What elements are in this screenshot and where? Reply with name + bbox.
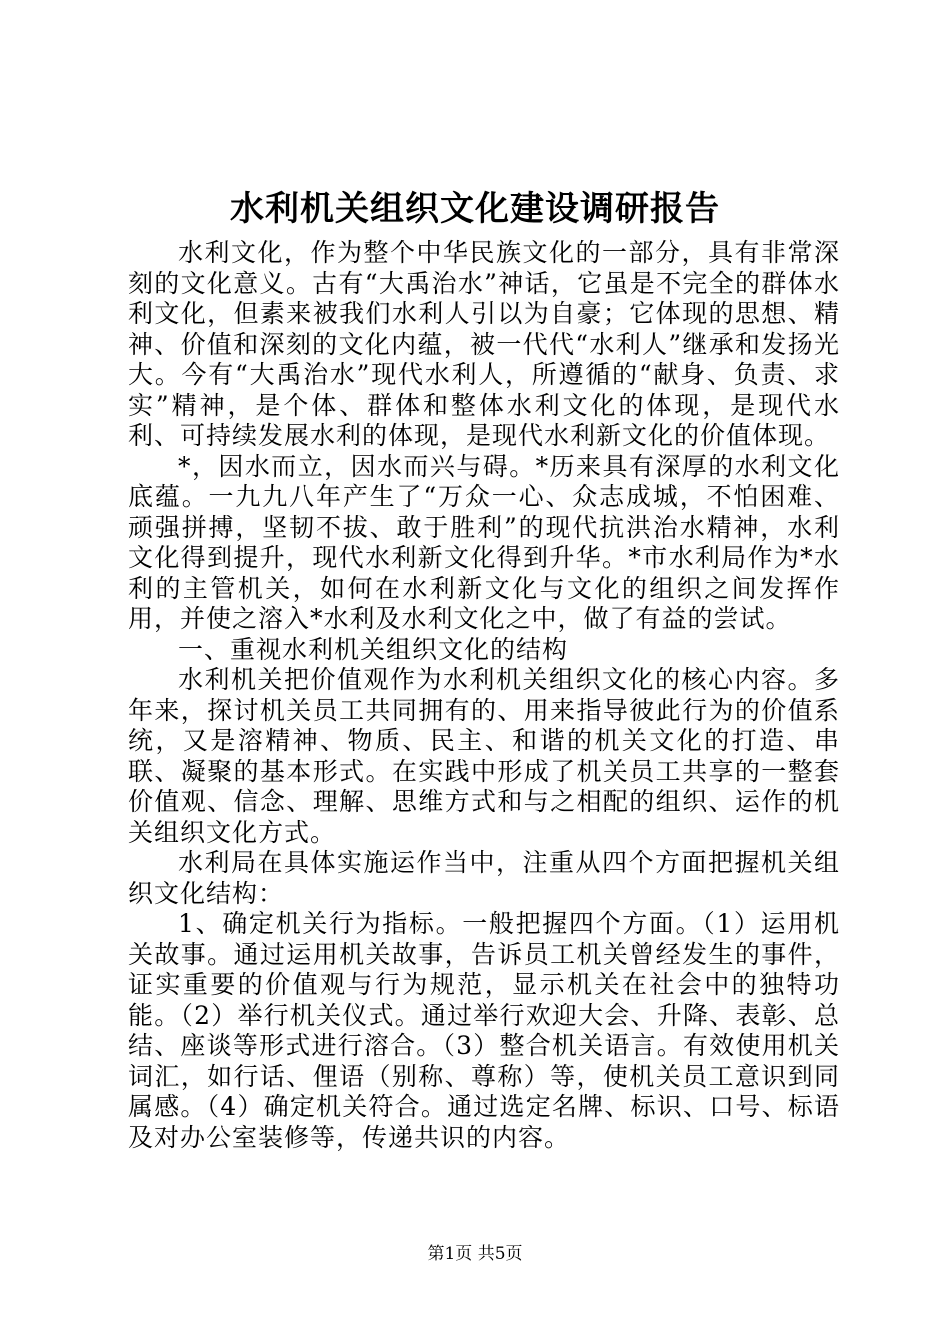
paragraph-behavior-indicators: 1、确定机关行为指标。一般把握四个方面。（1）运用机关故事。通过运用机关故事，告诉员工机关曾经发生的事件，证实重要的价值观与行为规范，显示机关在社会中的独特功能。（2）举行机关仪式。通过举行欢迎大会、升降、表彰、总结、座谈等形式进行溶合。（3）整合机关语言。有效使用机关词汇，如行话、俚语（别称、尊称）等，使机关员工意识到同属感。（4）确定机关符合。通过选定名牌、标识、口号、标语及对办公室装修等，传递共识的内容。 [128, 909, 840, 1152]
document-title: 水利机关组织文化建设调研报告 [230, 189, 720, 229]
section-heading-1: 一、重视水利机关组织文化的结构 [178, 634, 569, 664]
paragraph-background: *，因水而立，因水而兴与碍。*历来具有深厚的水利文化底蕴。一九九八年产生了“万众一心、众志成城，不怕困难、顽强拼搏，坚韧不拔、敢于胜利”的现代抗洪治水精神，水利文化得到提升，现代水利新文化得到升华。*市水利局作为*水利的主管机关，如何在水利新文化与文化的组织之间发挥作用，并使之溶入*水利及水利文化之中，做了有益的尝试。 [128, 451, 840, 633]
paragraph-structure-intro: 水利局在具体实施运作当中，注重从四个方面把握机关组织文化结构： [128, 848, 840, 908]
document-body [128, 238, 840, 1153]
paragraph-values: 水利机关把价值观作为水利机关组织文化的核心内容。多年来，探讨机关员工共同拥有的、用来指导彼此行为的价值系统，又是溶精神、物质、民主、和谐的机关文化的打造、串联、凝聚的基本形式。在实践中形成了机关员工共享的一整套价值观、信念、理解、思维方式和与之相配的组织、运作的机关组织文化方式。 [128, 665, 840, 847]
page-footer: 第1页 共5页 [427, 1244, 523, 1264]
paragraph-intro: 水利文化，作为整个中华民族文化的一部分，具有非常深刻的文化意义。古有“大禹治水”神话，它虽是不完全的群体水利文化，但素来被我们水利人引以为自豪；它体现的思想、精神、价值和深刻的文化内蕴，被一代代“水利人”继承和发扬光大。今有“大禹治水”现代水利人，所遵循的“献身、负责、求实”精神，是个体、群体和整体水利文化的体现，是现代水利、可持续发展水利的体现，是现代水利新文化的价值体现。 [128, 238, 840, 450]
